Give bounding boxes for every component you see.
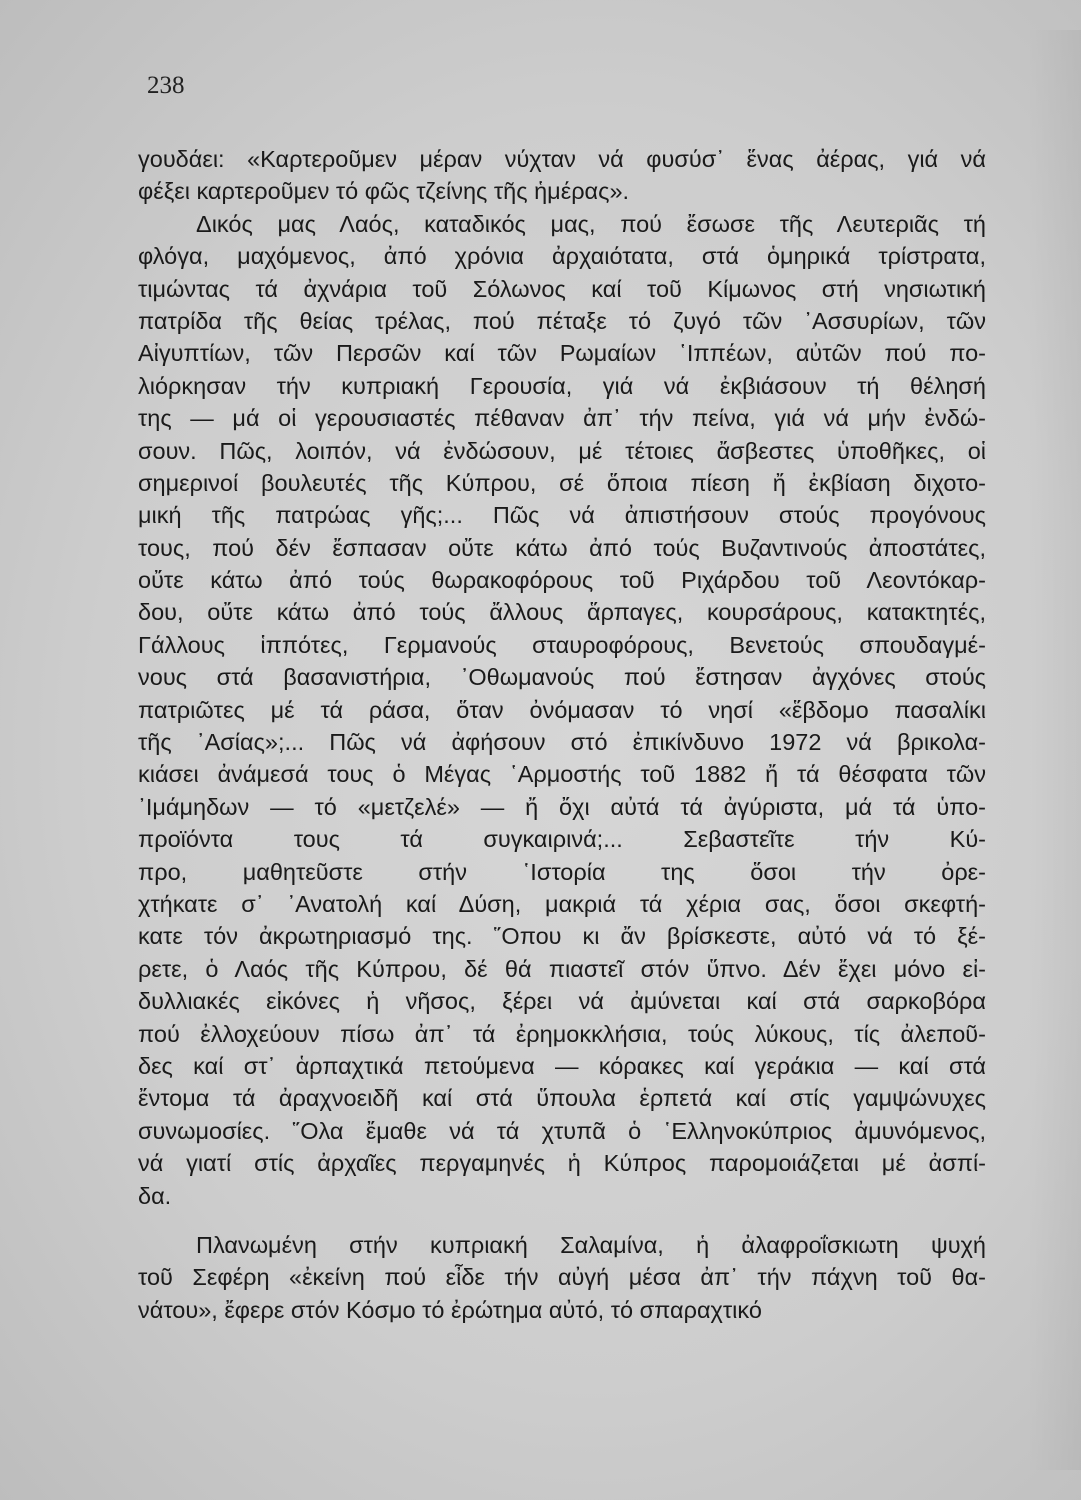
text-line: προϊόντα τους τά συγκαιρινά;... Σεβαστεῖτε τήν Κύ- (138, 826, 986, 853)
text-line: Γάλλους ἱππότες, Γερμανούς σταυροφόρους, Βενετούς σπουδαγμέ- (138, 631, 986, 658)
text-line: τιμώντας τά ἀχνάρια τοῦ Σόλωνος καί τοῦ Κίμωνος στή νησιωτική (138, 275, 986, 302)
text-line: τῆς ᾿Ασίας»;... Πῶς νά ἀφήσουν στό ἐπικίνδυνο 1972 νά βρικολα- (138, 729, 986, 756)
text-line: δυλλιακές εἰκόνες ἡ νῆσος, ξέρει νά ἀμύνεται καί στά σαρκοβόρα (138, 988, 986, 1015)
text-line: τους, πού δέν ἔσπασαν οὔτε κάτω ἀπό τούς Βυζαντινούς ἀποστάτες, (138, 534, 986, 561)
paragraph-gap (138, 1212, 986, 1229)
text-line: γουδάει: «Καρτεροῦμεν μέραν νύχταν νά φυσύσ᾽ ἕνας ἀέρας, γιά νά (138, 146, 986, 172)
text-line: ρετε, ὁ Λαός τῆς Κύπρου, δέ θά πιαστεῖ στόν ὕπνο. Δέν ἔχει μόνο εἰ- (138, 955, 986, 982)
body-text (138, 143, 986, 1326)
text-line: τοῦ Σεφέρη «ἐκείνη πού εἶδε τήν αὐγή μέσα ἀπ᾽ τήν πάχνη τοῦ θα- (138, 1264, 986, 1291)
text-line: σημερινοί βουλευτές τῆς Κύπρου, σέ ὅποια πίεση ἤ ἐκβίαση διχοτο- (138, 469, 986, 496)
text-line: φέξει καρτεροῦμεν τό φῶς τζείνης τῆς ἡμέρας». (138, 178, 630, 205)
text-line: κιάσει ἀνάμεσά τους ὁ Μέγας ῾Αρμοστής τοῦ 1882 ἤ τά θέσφατα τῶν (138, 761, 986, 788)
text-line: δου, οὔτε κάτω ἀπό τούς ἄλλους ἅρπαγες, κουρσάρους, κατακτητές, (138, 599, 986, 626)
paragraph (138, 1229, 986, 1326)
text-line: νάτου», ἔφερε στόν Κόσμο τό ἐρώτημα αὐτό, τό σπαραχτικό (138, 1296, 762, 1323)
text-line: πατρίδα τῆς θείας τρέλας, πού πέταξε τό ζυγό τῶν ᾿Ασσυρίων, τῶν (138, 307, 986, 334)
text-line: χτήκατε σ᾽ ᾿Ανατολή καί Δύση, μακριά τά χέρια σας, ὅσοι σκεφτή- (138, 890, 986, 917)
paragraph (138, 143, 986, 208)
text-line: δα. (138, 1182, 172, 1209)
text-line: πού ἐλλοχεύουν πίσω ἀπ᾽ τά ἐρημοκκλήσια, τούς λύκους, τίς ἀλεποῦ- (138, 1020, 986, 1047)
text-line: κατε τόν ἀκρωτηριασμό της. ῞Οπου κι ἄν βρίσκεστε, αὐτό νά τό ξέ- (138, 923, 986, 950)
text-line: πατριῶτες μέ τά ράσα, ὅταν ὀνόμασαν τό νησί «ἕβδομο πασαλίκι (138, 696, 986, 723)
text-line: Δικός μας Λαός, καταδικός μας, πού ἔσωσε τῆς Λευτεριᾶς τή (196, 210, 986, 237)
text-line: Πλανωμένη στήν κυπριακή Σαλαμίνα, ἡ ἀλαφροΐσκιωτη ψυχή (196, 1231, 986, 1258)
text-line: ἔντομα τά ἀραχνοειδῆ καί στά ὕπουλα ἑρπετά καί στίς γαμψώνυχες (138, 1085, 986, 1112)
text-line: νους στά βασανιστήρια, ᾿Οθωμανούς πού ἔστησαν ἀγχόνες στούς (138, 664, 986, 691)
text-line: δες καί στ᾽ ἁρπαχτικά πετούμενα — κόρακες καί γεράκια — καί στά (138, 1052, 986, 1079)
text-line: οὔτε κάτω ἀπό τούς θωρακοφόρους τοῦ Ριχάρδου τοῦ Λεοντόκαρ- (138, 567, 986, 594)
page-bleed-shadow (1027, 30, 1081, 1470)
page-number: 238 (147, 72, 185, 99)
text-line: της — μά οἱ γερουσιαστές πέθαναν ἀπ᾽ τήν πείνα, γιά νά μήν ἐνδώ- (138, 405, 986, 432)
text-line: λιόρκησαν τήν κυπριακή Γερουσία, γιά νά ἐκβιάσουν τή θέλησή (138, 372, 986, 399)
paragraph (138, 208, 986, 1212)
text-line: ᾿Ιμάμηδων — τό «μετζελέ» — ἤ ὄχι αὐτά τά ἀγύριστα, μά τά ὑπο- (138, 793, 986, 820)
text-line: φλόγα, μαχόμενος, ἀπό χρόνια ἀρχαιότατα, στά ὁμηρικά τρίστρατα, (138, 243, 986, 270)
text-line: σουν. Πῶς, λοιπόν, νά ἐνδώσουν, μέ τέτοιες ἄσβεστες ὑποθῆκες, οἱ (138, 437, 986, 464)
text-line: Αἰγυπτίων, τῶν Περσῶν καί τῶν Ρωμαίων ῾Ιππέων, αὐτῶν πού πο- (138, 340, 986, 367)
text-line: νά γιατί στίς ἀρχαῖες περγαμηνές ἡ Κύπρος παρομοιάζεται μέ ἀσπί- (138, 1150, 986, 1177)
text-line: προ, μαθητεῦστε στήν ῾Ιστορία της ὅσοι τήν ὀρε- (138, 858, 986, 885)
text-line: συνωμοσίες. ῞Ολα ἔμαθε νά τά χτυπᾶ ὁ ῾Ελληνοκύπριος ἀμυνόμενος, (138, 1117, 986, 1144)
text-line: μική τῆς πατρώας γῆς;... Πῶς νά ἀπιστήσουν στούς προγόνους (138, 502, 986, 529)
